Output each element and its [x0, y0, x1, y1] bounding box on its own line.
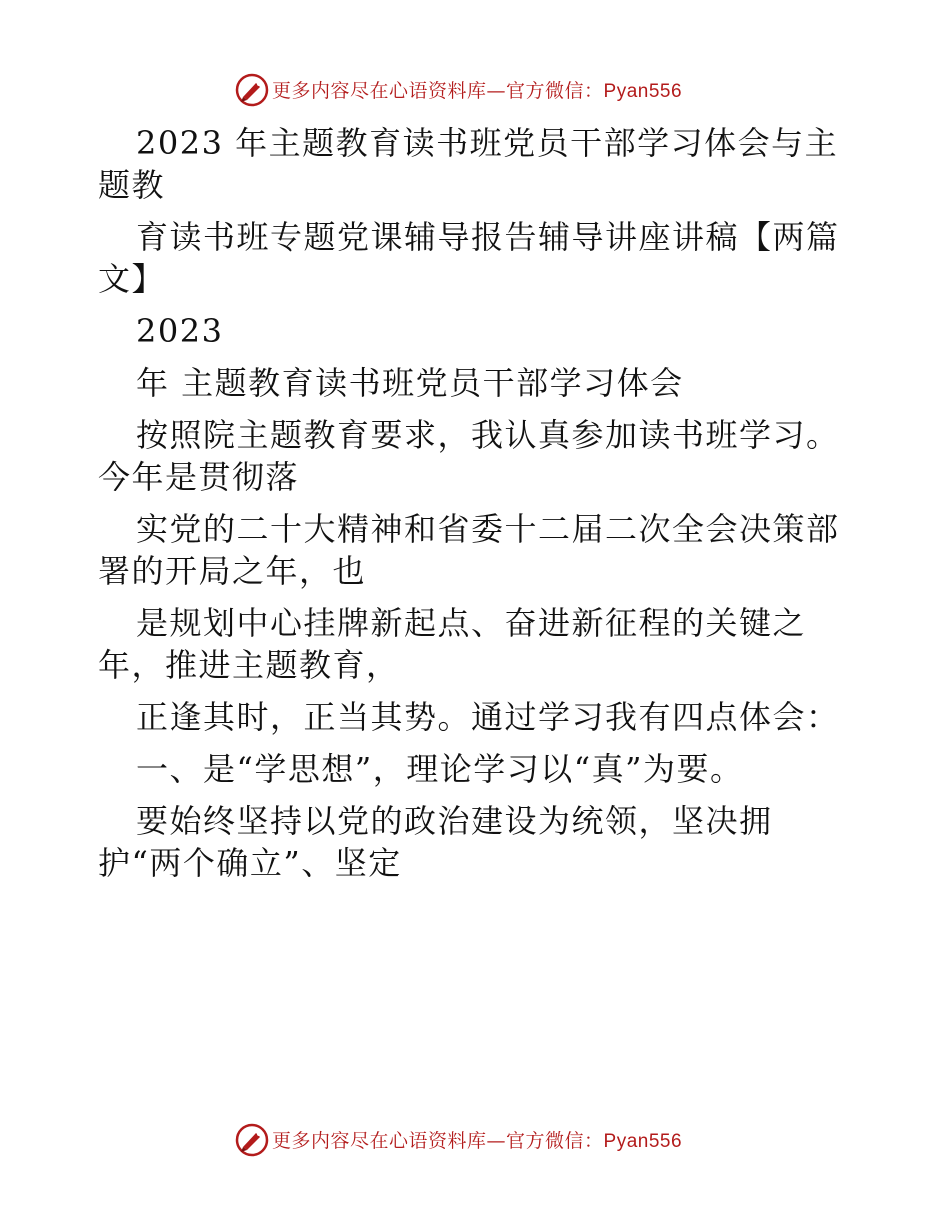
watermark-label: 更多内容尽在心语资料库—官方微信：Pyan556	[272, 80, 683, 102]
paragraph-line: 一、是“学思想”，理论学习以“真”为要。	[136, 750, 744, 788]
paragraph-line: 要始终坚持以党的政治建设为统领，坚决拥	[136, 802, 773, 840]
pen-logo-icon	[234, 1122, 270, 1158]
watermark-label: 更多内容尽在心语资料库—官方微信：Pyan556	[272, 1130, 683, 1152]
paragraph-line: 实党的二十大精神和省委十二届二次全会决策部	[136, 510, 840, 548]
paragraph-line: 署的开局之年，也	[98, 552, 367, 590]
title-line: 文】	[98, 260, 166, 298]
paragraph-line: 护“两个确立”、坚定	[98, 844, 402, 882]
paragraph-line: 按照院主题教育要求，我认真参加读书班学习。	[136, 416, 840, 454]
section-heading-line: 2023	[136, 312, 224, 350]
pen-logo-icon	[234, 72, 270, 108]
section-heading-line: 年 主题教育读书班党员干部学习体会	[136, 364, 684, 402]
title-line: 2023 年主题教育读书班党员干部学习体会与主	[136, 124, 839, 162]
document-body	[98, 122, 858, 884]
paragraph-line: 年，推进主题教育，	[98, 646, 400, 684]
watermark-header	[0, 70, 950, 110]
paragraph-line: 是规划中心挂牌新起点、奋进新征程的关键之	[136, 604, 807, 642]
paragraph-line: 今年是贯彻落	[98, 458, 300, 496]
paragraph-line: 正逢其时，正当其势。通过学习我有四点体会：	[136, 698, 840, 736]
watermark-footer	[0, 1120, 950, 1160]
title-line: 育读书班专题党课辅导报告辅导讲座讲稿【两篇	[136, 218, 840, 256]
title-line: 题教	[98, 166, 166, 204]
